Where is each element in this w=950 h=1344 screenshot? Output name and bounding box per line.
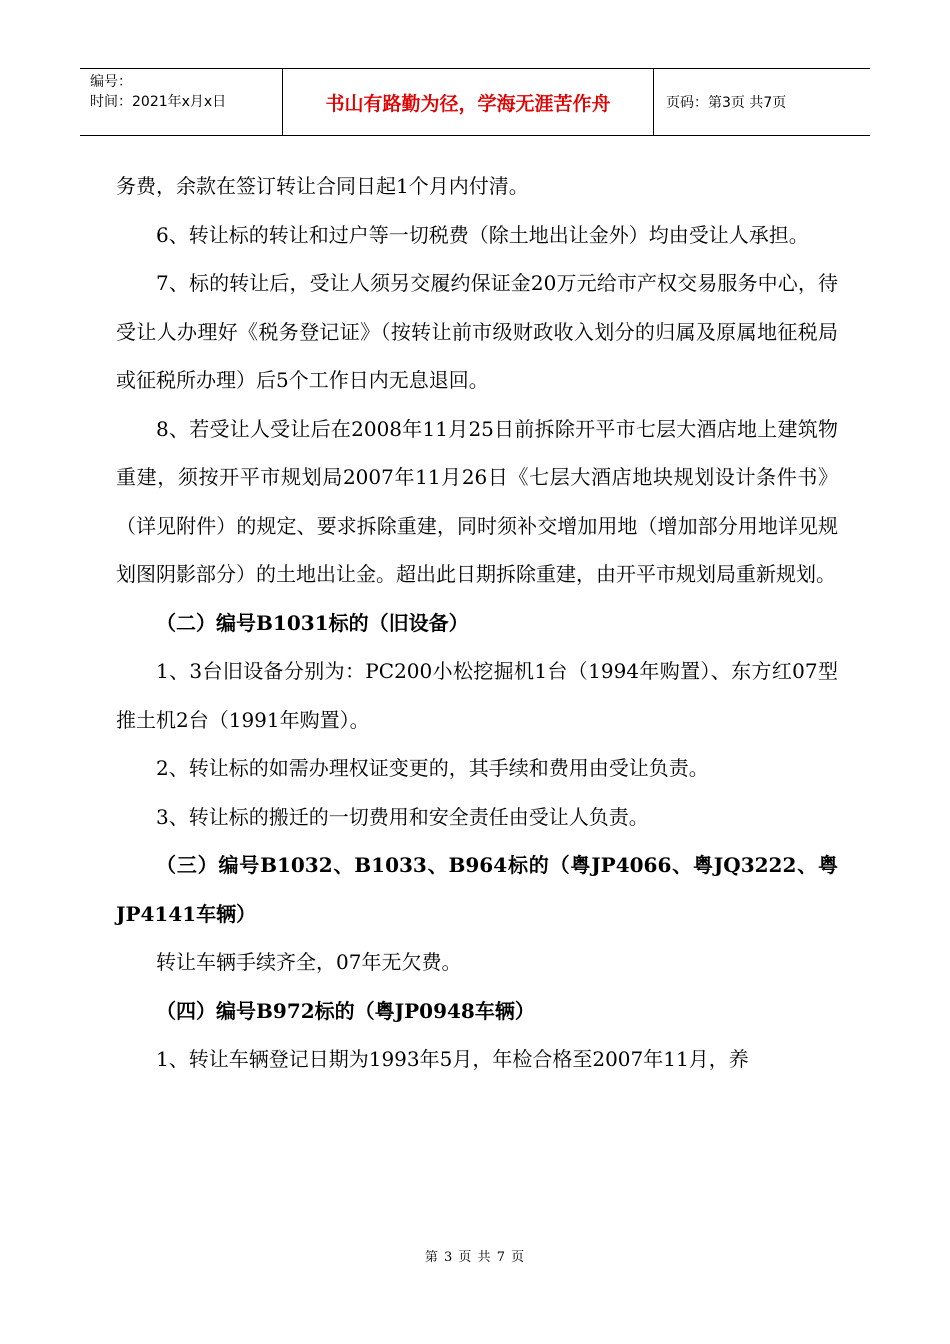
header-page-number: 页码：第3页 共7页	[666, 95, 787, 111]
paragraph-item-6: 6、转让标的转让和过户等一切税费（除土地出让金外）均由受让人承担。	[156, 222, 809, 247]
paragraph-vehicle-1: 1、转让车辆登记日期为1993年5月，年检合格至2007年11月，养	[156, 1047, 749, 1071]
paragraph-item-8: 8、若受让人受让后在2008年11月25日前拆除开平市七层大酒店地上建筑物重建，须按开平市规划局2007年11月26日《七层大酒店地块规划设计条件书》（详见附件）的规定、要求拆除重建，同时须补交增加用地（增加部分用地详见规划图阴影部分）的土地出让金。超出此日期拆除重建，由开平市规划局重新规划。	[116, 416, 838, 586]
paragraph-item-7: 7、标的转让后，受让人须另交履约保证金20万元给市产权交易服务中心，待受让人办理好《税务登记证》（按转让前市级财政收入划分的归属及原属地征税局或征税所办理）后5个工作日内无息退回。	[116, 271, 838, 392]
section-heading-2: （二）编号B1031标的（旧设备）	[156, 610, 469, 635]
paragraph-equipment-2: 2、转让标的如需办理权证变更的，其手续和费用由受让负责。	[156, 756, 709, 780]
document-body	[116, 162, 838, 1084]
document-time-label: 时间：2021年x月x日	[90, 94, 227, 110]
paragraph-continuation: 务费，余款在签订转让合同日起1个月内付清。	[116, 174, 529, 198]
document-number-label: 编号：	[90, 74, 132, 90]
paragraph-equipment-1: 1、3台旧设备分别为：PC200小松挖掘机1台（1994年购置）、东方红07型推土机2台（1991年购置）。	[116, 659, 838, 732]
section-heading-4: （四）编号B972标的（粤JP0948车辆）	[156, 998, 535, 1023]
section-heading-3: （三）编号B1032、B1033、B964标的（粤JP4066、粤JQ3222、粤JP4141车辆）	[116, 853, 838, 926]
paragraph-equipment-3: 3、转让标的搬迁的一切费用和安全责任由受让人负责。	[156, 804, 649, 829]
header-info	[80, 69, 282, 135]
page-header	[80, 68, 870, 136]
page-footer: 第 3 页 共 7 页	[424, 1250, 526, 1265]
paragraph-vehicles: 转让车辆手续齐全，07年无欠费。	[156, 950, 462, 974]
header-motto: 书山有路勤为径，学海无涯苦作舟	[282, 69, 654, 135]
